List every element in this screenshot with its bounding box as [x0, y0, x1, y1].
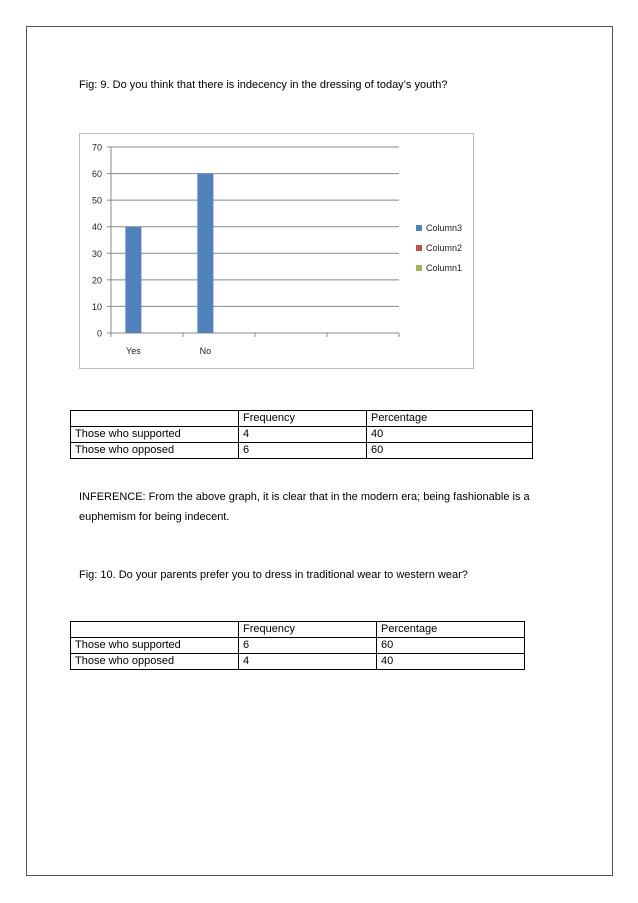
- legend-label: Column1: [426, 263, 463, 273]
- legend-label: Column3: [426, 223, 463, 233]
- bar-chart: [79, 133, 474, 369]
- table-fig10: [70, 621, 525, 670]
- table-cell: Those who opposed: [71, 654, 239, 670]
- table-cell: 40: [367, 427, 533, 443]
- y-tick-label: 20: [91, 275, 102, 286]
- legend-label: Column2: [426, 243, 463, 253]
- table-row: [71, 654, 525, 670]
- chart-canvas: [80, 134, 475, 370]
- inference-paragraph: INFERENCE: From the above graph, it is clear that in the modern era; being fashionable is a euphemism for being indecent.: [79, 491, 530, 523]
- table-header-cell: Percentage: [367, 411, 533, 427]
- table-header-cell: [71, 622, 239, 638]
- table-cell: 60: [367, 443, 533, 459]
- table-row: [71, 638, 525, 654]
- table-fig9: [70, 410, 533, 459]
- table-cell: 4: [239, 654, 377, 670]
- table-cell: 6: [239, 443, 367, 459]
- fig10-caption: Fig: 10. Do your parents prefer you to dress in traditional wear to western wear?: [79, 569, 468, 581]
- y-tick-label: 0: [96, 328, 102, 339]
- table-header-cell: [71, 411, 239, 427]
- table-header-cell: Percentage: [377, 622, 525, 638]
- bar: [197, 174, 213, 333]
- legend-swatch: [416, 265, 422, 271]
- table-row: [71, 427, 533, 443]
- table-cell: Those who supported: [71, 427, 239, 443]
- legend-swatch: [416, 225, 422, 231]
- table-cell: Those who supported: [71, 638, 239, 654]
- table-row: [71, 443, 533, 459]
- table-cell: 40: [377, 654, 525, 670]
- table-header-cell: Frequency: [239, 411, 367, 427]
- fig9-caption: Fig: 9. Do you think that there is indecency in the dressing of today’s youth?: [79, 79, 448, 91]
- y-tick-label: 60: [91, 169, 102, 180]
- table-cell: 60: [377, 638, 525, 654]
- table-cell: 6: [239, 638, 377, 654]
- table-cell: 4: [239, 427, 367, 443]
- x-tick-label: Yes: [126, 346, 141, 356]
- y-tick-label: 30: [91, 248, 102, 259]
- x-tick-label: No: [199, 346, 212, 356]
- y-tick-label: 50: [91, 195, 102, 206]
- table-cell: Those who opposed: [71, 443, 239, 459]
- y-tick-label: 10: [91, 301, 102, 312]
- y-tick-label: 70: [91, 142, 102, 153]
- table-header-cell: Frequency: [239, 622, 377, 638]
- y-tick-label: 40: [91, 222, 102, 233]
- table-header-row: [71, 622, 525, 638]
- bar: [125, 227, 141, 333]
- table-header-row: [71, 411, 533, 427]
- legend-swatch: [416, 245, 422, 251]
